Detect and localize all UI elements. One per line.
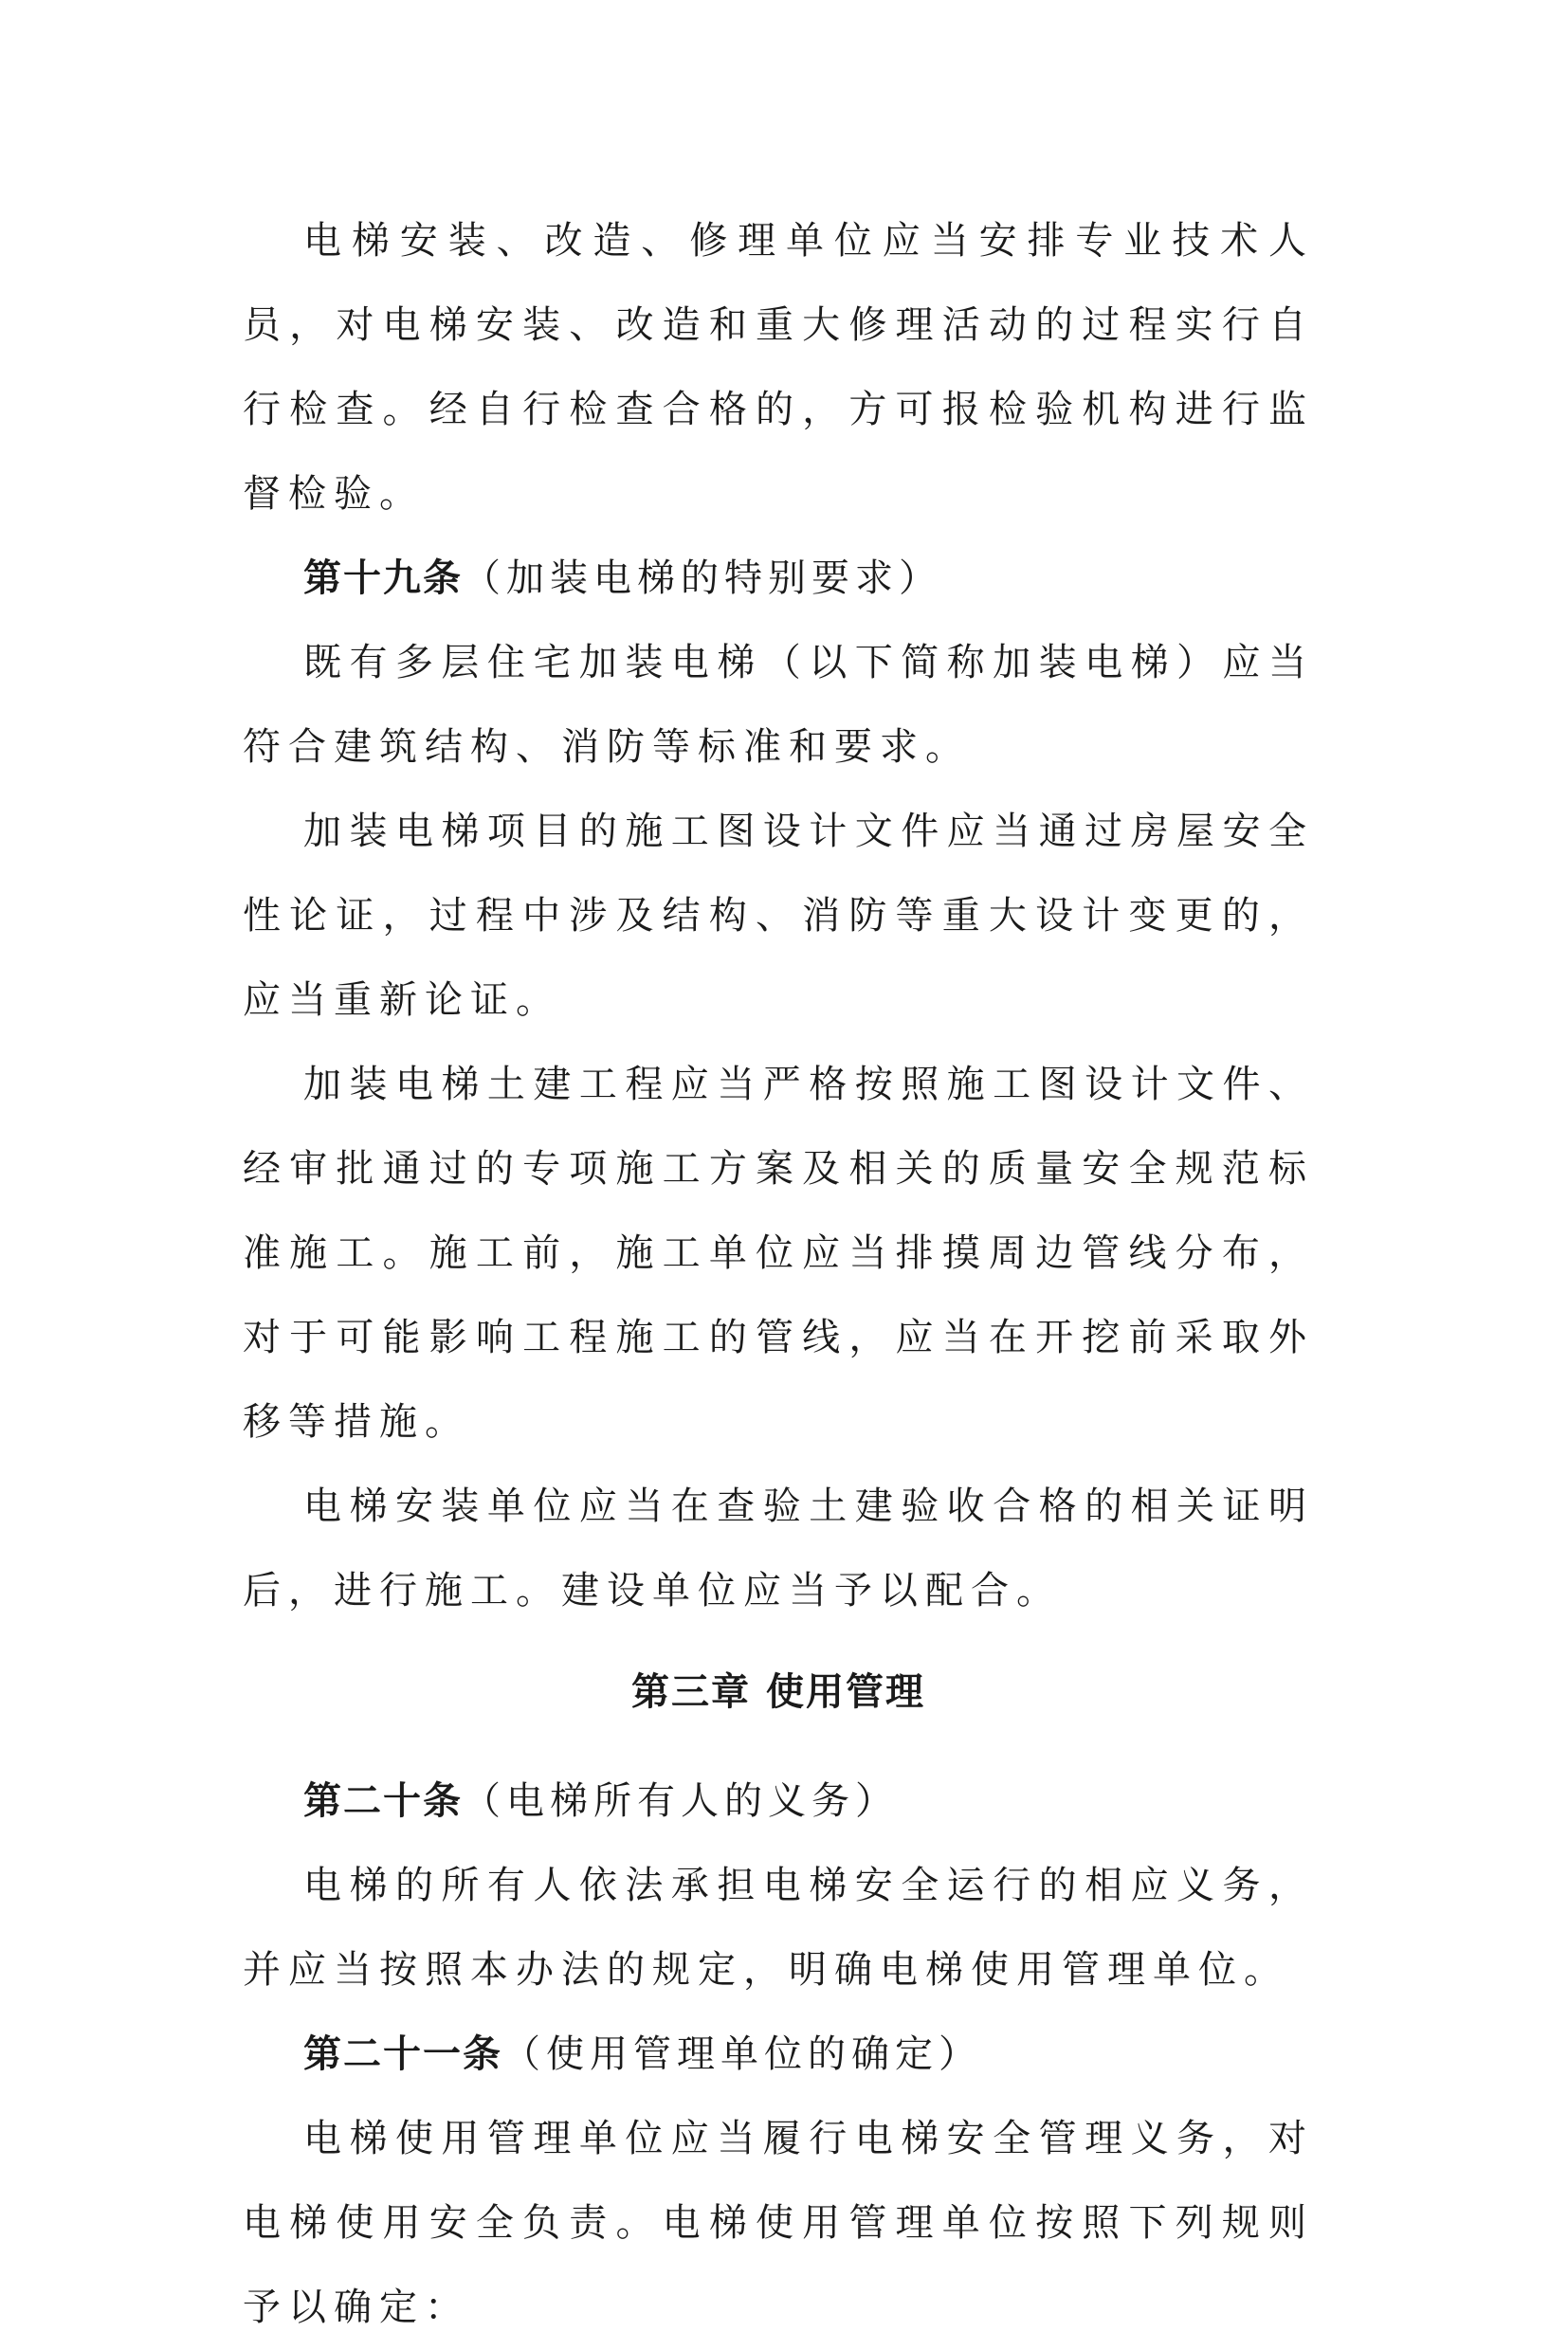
paragraph: 电梯使用管理单位应当履行电梯安全管理义务，对电梯使用安全负责。电梯使用管理单位按照下列规则予以确定： xyxy=(243,2117,1314,2329)
paragraph: 加装电梯项目的施工图设计文件应当通过房屋安全性论证，过程中涉及结构、消防等重大设计变更的，应当重新论证。 xyxy=(243,810,1314,1022)
article-21-heading xyxy=(243,2013,1314,2097)
article-number: 第二十一条 xyxy=(303,2032,502,2076)
article-20-heading xyxy=(243,1759,1314,1844)
chapter-title: 第三章 使用管理 xyxy=(631,1670,925,1714)
article-title: （加装电梯的特别要求） xyxy=(463,556,942,600)
paragraph: 电梯安装单位应当在查验土建验收合格的相关证明后，进行施工。建设单位应当予以配合。 xyxy=(243,1485,1314,1612)
paragraph: 既有多层住宅加装电梯（以下简称加装电梯）应当符合建筑结构、消防等标准和要求。 xyxy=(243,641,1314,769)
article-number: 第十九条 xyxy=(303,556,463,600)
paragraph: 电梯安装、改造、修理单位应当安排专业技术人员，对电梯安装、改造和重大修理活动的过程实行自行检查。经自行检查合格的，方可报检验机构进行监督检验。 xyxy=(243,219,1314,516)
paragraph: 加装电梯土建工程应当严格按照施工图设计文件、经审批通过的专项施工方案及相关的质量安全规范标准施工。施工前，施工单位应当排摸周边管线分布，对于可能影响工程施工的管线，应当在开挖前采取外移等措施。 xyxy=(243,1063,1314,1444)
article-title: （使用管理单位的确定） xyxy=(502,2032,982,2076)
paragraph: 电梯的所有人依法承担电梯安全运行的相应义务，并应当按照本办法的规定，明确电梯使用管理单位。 xyxy=(243,1864,1314,1992)
document-page xyxy=(243,199,1314,2350)
article-number: 第二十条 xyxy=(303,1779,463,1823)
article-19-heading xyxy=(243,537,1314,621)
article-title: （电梯所有人的义务） xyxy=(463,1779,899,1823)
